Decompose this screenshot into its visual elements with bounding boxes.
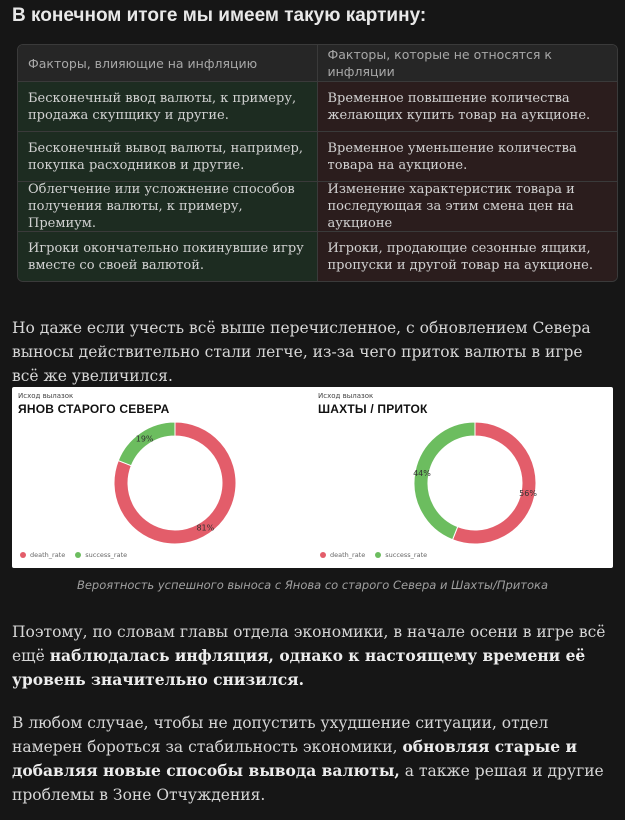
- paragraph-economy-stability: [12, 711, 612, 807]
- data-label-success_rate: 19%: [135, 434, 154, 444]
- data-label-death_rate: 56%: [519, 489, 537, 499]
- chart-title: ЯНОВ СТАРОГО СЕВЕРА: [18, 402, 170, 416]
- legend-label-success: success_rate: [85, 551, 128, 559]
- legend-dot-success: [75, 552, 81, 558]
- paragraph-text: а также решая и другие проблемы в Зоне Отчуждения.: [12, 762, 604, 804]
- chart-subtitle: Исход вылазок: [18, 392, 74, 400]
- table-cell: Бесконечный ввод валюты, к примеру, продажа скупщику и другие.: [18, 81, 318, 131]
- table-cell: Игроки, продающие сезонные ящики, пропуски и другой товар на аукционе.: [318, 231, 618, 281]
- paragraph-text: В любом случае, чтобы не допустить ухудшение ситуации, отдел намерен бороться за стабильность экономики,: [12, 714, 549, 756]
- header-inflation-factors: Факторы, влияющие на инфляцию: [18, 45, 318, 81]
- donut-slice-success_rate: [414, 422, 475, 540]
- chart-legend: [320, 551, 427, 559]
- chart-subtitle: Исход вылазок: [318, 392, 374, 400]
- table-cell: Облегчение или усложнение способов получения валюты, к примеру, Премиум.: [18, 181, 318, 231]
- donut-slice-death_rate: [453, 422, 536, 544]
- chart-panel-yanov: [12, 387, 312, 568]
- donut-slice-success_rate: [118, 422, 175, 466]
- inflation-factors-table: [17, 44, 618, 282]
- charts-caption: Вероятность успешного выноса с Янова со старого Севера и Шахты/Притока: [76, 578, 549, 592]
- table-cell: Временное уменьшение количества товара на аукционе.: [318, 131, 618, 181]
- legend-label-death: death_rate: [30, 551, 66, 559]
- legend-dot-success: [375, 552, 381, 558]
- chart-title: ШАХТЫ / ПРИТОК: [318, 402, 428, 416]
- legend-label-death: death_rate: [330, 551, 366, 559]
- legend-dot-death: [20, 552, 26, 558]
- table-row: [18, 81, 617, 131]
- data-label-death_rate: 81%: [196, 523, 215, 533]
- charts-image: [12, 387, 613, 568]
- paragraph-inflation-status: [12, 620, 612, 692]
- table-cell: Временное повышение количества желающих купить товар на аукционе.: [318, 81, 618, 131]
- donut-chart-yanov: [12, 387, 312, 568]
- table-cell: Бесконечный вывод валюты, например, покупка расходников и другие.: [18, 131, 318, 181]
- chart-legend: [20, 551, 127, 559]
- legend-dot-death: [320, 552, 326, 558]
- table-cell: Игроки окончательно покинувшие игру вместе со своей валютой.: [18, 231, 318, 281]
- header-non-inflation-factors: Факторы, которые не относятся к инфляции: [318, 45, 618, 81]
- data-label-success_rate: 44%: [413, 468, 431, 478]
- paragraph-bold-text: обновляя старые и добавляя новые способы вывода валюты,: [12, 737, 578, 780]
- paragraph-currency-inflow: Но даже если учесть всё выше перечисленное, с обновлением Севера выносы действительно стали легче, из-за чего приток валюты в игре всё же увеличился.: [12, 319, 591, 385]
- table-row: [18, 231, 617, 281]
- paragraph-text: Поэтому, по словам главы отдела экономики, в начале осени в игре всё ещё: [12, 623, 606, 665]
- table-cell: Изменение характеристик товара и последующая за этим смена цен на аукционе: [318, 181, 618, 231]
- table-row: [18, 131, 617, 181]
- paragraph-bold-text: наблюдалась инфляция, однако к настоящему времени её уровень значительно снизился.: [12, 646, 586, 689]
- chart-panel-mines: [312, 387, 612, 568]
- donut-chart-mines: [312, 387, 612, 568]
- table-header-row: [18, 45, 617, 81]
- legend-label-success: success_rate: [385, 551, 428, 559]
- table-row: [18, 181, 617, 231]
- section-heading: В конечном итоге мы имеем такую картину:: [12, 5, 427, 26]
